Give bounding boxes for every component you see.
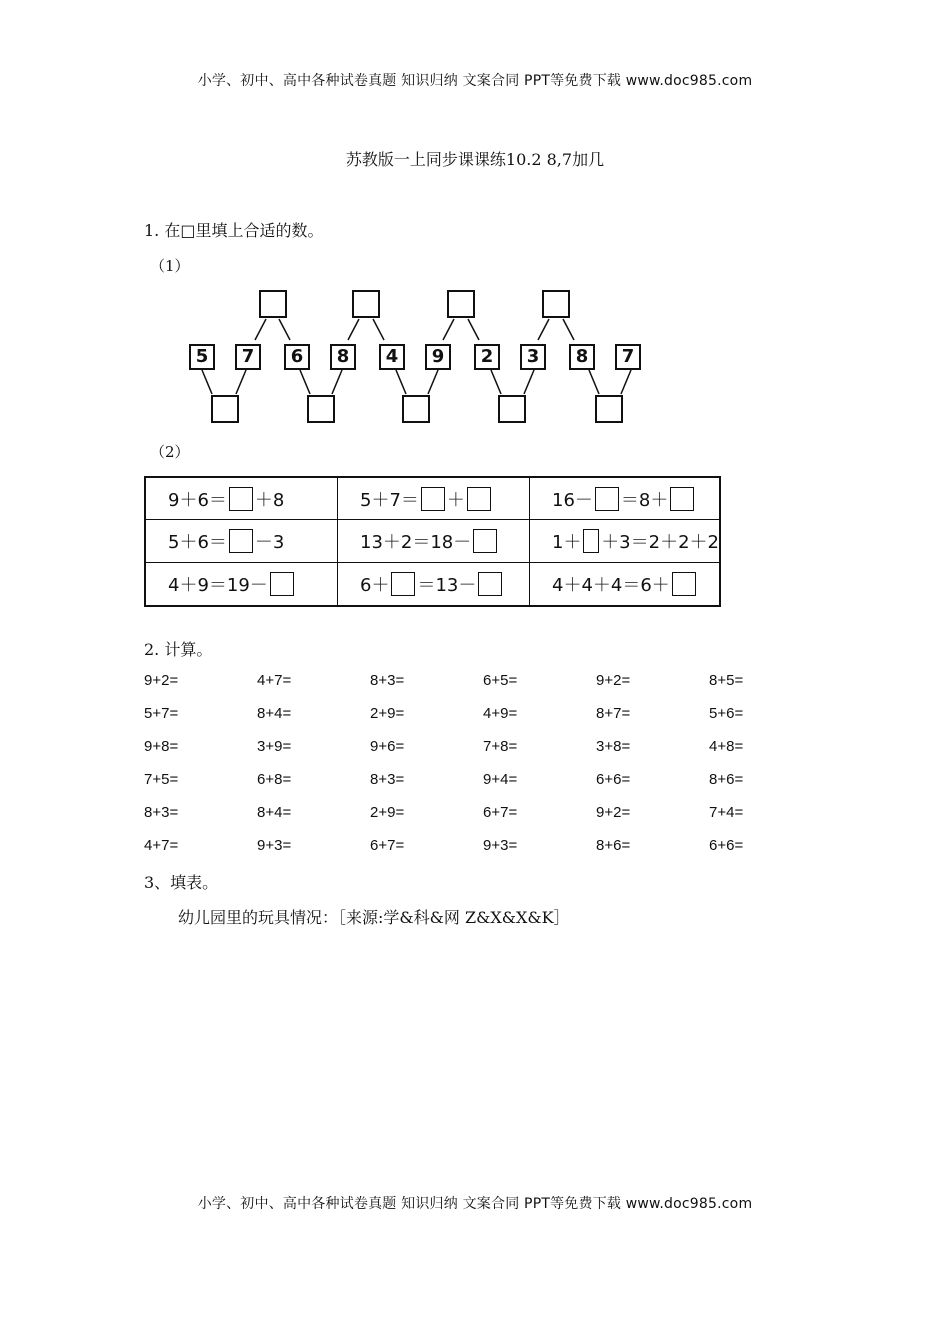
answer-box[interactable]	[583, 529, 599, 553]
calc-problem: 9+2=	[596, 804, 631, 821]
equation-cell	[146, 563, 338, 605]
calc-problem: 9+2=	[596, 672, 631, 689]
answer-box[interactable]	[478, 572, 502, 596]
calculation-grid	[144, 670, 784, 868]
number-box: 9	[425, 344, 451, 370]
equation-text: 5＋7＝	[360, 489, 419, 511]
header-banner: 小学、初中、高中各种试卷真题 知识归纳 文案合同 PPT等免费下载 www.doc985.com	[197, 73, 753, 89]
calc-problem: 8+3=	[370, 771, 405, 788]
answer-box[interactable]	[672, 572, 696, 596]
answer-box[interactable]	[670, 487, 694, 511]
bottom-sum-box[interactable]	[307, 395, 335, 423]
question-3-caption: 幼儿园里的玩具情况：［来源:学&科&网 Z&X&X&K］	[178, 908, 570, 927]
equation-cell	[338, 520, 530, 562]
equation-text: 16－	[552, 489, 593, 511]
calc-problem: 9+2=	[144, 672, 179, 689]
calc-problem: 9+8=	[144, 738, 179, 755]
bottom-sum-box[interactable]	[498, 395, 526, 423]
answer-box[interactable]	[473, 529, 497, 553]
equation-cell	[530, 520, 719, 562]
calc-problem: 8+4=	[257, 705, 292, 722]
calc-problem: 7+5=	[144, 771, 179, 788]
equation-text: ＝8＋	[620, 489, 669, 511]
answer-box[interactable]	[229, 529, 253, 553]
equation-cell	[530, 563, 719, 605]
number-box: 6	[284, 344, 310, 370]
calc-problem: 6+8=	[257, 771, 292, 788]
answer-box[interactable]	[421, 487, 445, 511]
number-box: 8	[569, 344, 595, 370]
calc-problem: 6+6=	[709, 837, 744, 854]
number-split-diagram	[180, 284, 650, 426]
calc-problem: 7+8=	[483, 738, 518, 755]
question-1-part-2-label: （2）	[150, 443, 190, 461]
number-box: 7	[235, 344, 261, 370]
answer-box[interactable]	[229, 487, 253, 511]
equation-text: －3	[254, 531, 285, 553]
equation-text: ＋8	[254, 489, 285, 511]
question-2-heading: 2. 计算。	[144, 640, 213, 659]
number-box: 8	[330, 344, 356, 370]
top-sum-box[interactable]	[259, 290, 287, 318]
bottom-sum-box[interactable]	[402, 395, 430, 423]
calc-problem: 4+8=	[709, 738, 744, 755]
top-sum-box[interactable]	[352, 290, 380, 318]
top-sum-box[interactable]	[447, 290, 475, 318]
bottom-sum-box[interactable]	[595, 395, 623, 423]
answer-box[interactable]	[270, 572, 294, 596]
equation-cell	[146, 520, 338, 562]
equation-text: ＋	[446, 489, 465, 511]
equation-table	[144, 476, 721, 607]
calc-problem: 8+3=	[370, 672, 405, 689]
calc-problem: 9+3=	[483, 837, 518, 854]
bottom-sum-box[interactable]	[211, 395, 239, 423]
top-sum-box[interactable]	[542, 290, 570, 318]
equation-text: 1＋	[552, 531, 582, 553]
calc-problem: 8+4=	[257, 804, 292, 821]
calc-problem: 2+9=	[370, 705, 405, 722]
calc-problem: 3+9=	[257, 738, 292, 755]
question-1-heading: 1. 在□里填上合适的数。	[144, 221, 324, 240]
number-box: 4	[379, 344, 405, 370]
answer-box[interactable]	[391, 572, 415, 596]
answer-box[interactable]	[595, 487, 619, 511]
calc-problem: 8+6=	[709, 771, 744, 788]
equation-text: 4＋9＝19－	[168, 574, 268, 596]
worksheet-title: 苏教版一上同步课课练10.2 8,7加几	[345, 150, 605, 169]
calc-problem: 4+7=	[257, 672, 292, 689]
equation-cell	[530, 478, 719, 520]
equation-text: ＝13－	[417, 574, 477, 596]
calc-problem: 4+9=	[483, 705, 518, 722]
equation-text: 9＋6＝	[168, 489, 227, 511]
calc-problem: 4+7=	[144, 837, 179, 854]
number-box: 7	[615, 344, 641, 370]
equation-text: 6＋	[360, 574, 390, 596]
calc-problem: 9+4=	[483, 771, 518, 788]
calc-problem: 8+5=	[709, 672, 744, 689]
calc-problem: 8+6=	[596, 837, 631, 854]
calc-problem: 6+7=	[483, 804, 518, 821]
calc-problem: 7+4=	[709, 804, 744, 821]
calc-problem: 6+7=	[370, 837, 405, 854]
calc-problem: 6+6=	[596, 771, 631, 788]
answer-box[interactable]	[467, 487, 491, 511]
question-3-heading: 3、填表。	[144, 873, 219, 892]
equation-text: 4＋4＋4＝6＋	[552, 574, 670, 596]
number-box: 2	[474, 344, 500, 370]
calc-problem: 9+6=	[370, 738, 405, 755]
calc-problem: 2+9=	[370, 804, 405, 821]
number-box: 5	[189, 344, 215, 370]
number-box: 3	[520, 344, 546, 370]
equation-cell	[146, 478, 338, 520]
calc-problem: 8+3=	[144, 804, 179, 821]
calc-problem: 9+3=	[257, 837, 292, 854]
equation-cell	[338, 478, 530, 520]
equation-cell	[338, 563, 530, 605]
calc-problem: 8+7=	[596, 705, 631, 722]
question-1-part-1-label: （1）	[150, 257, 190, 275]
footer-banner: 小学、初中、高中各种试卷真题 知识归纳 文案合同 PPT等免费下载 www.doc985.com	[197, 1196, 753, 1212]
calc-problem: 6+5=	[483, 672, 518, 689]
calc-problem: 5+6=	[709, 705, 744, 722]
calc-problem: 5+7=	[144, 705, 179, 722]
equation-text: 13＋2＝18－	[360, 531, 472, 553]
equation-text: 5＋6＝	[168, 531, 227, 553]
equation-text: ＋3＝2＋2＋2	[601, 531, 719, 553]
calc-problem: 3+8=	[596, 738, 631, 755]
